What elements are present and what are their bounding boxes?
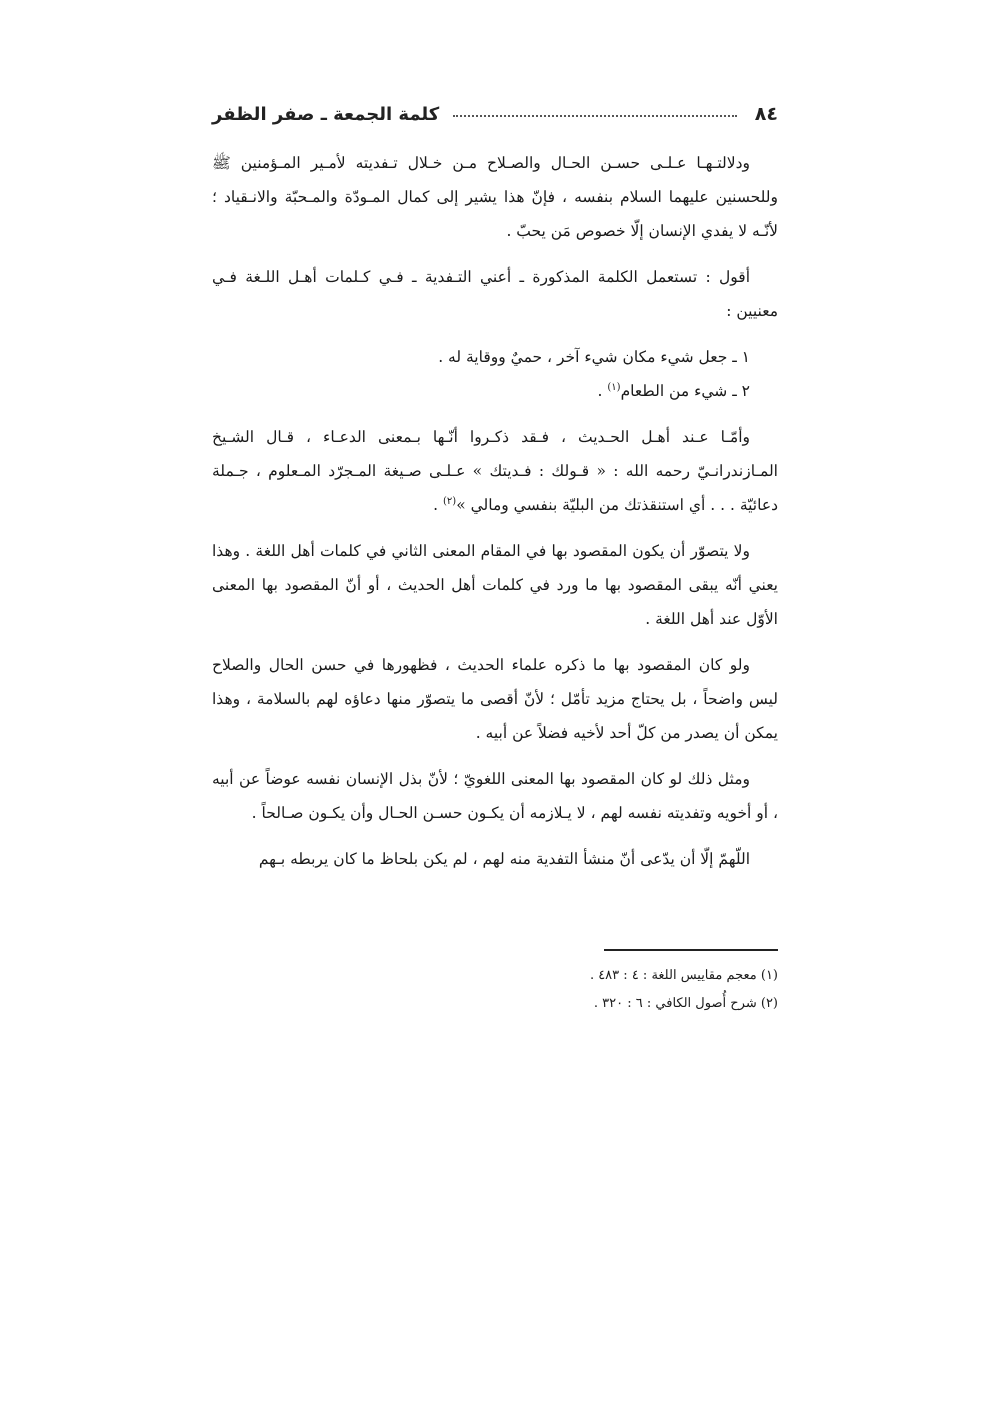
footnote-marker: (١) [760, 968, 778, 983]
header-dotted-leader [453, 115, 737, 117]
footnote-ref[interactable]: (٢) [443, 495, 457, 507]
footnote-text: معجم مقاييس اللغة : ٤ : ٤٨٣ . [589, 968, 757, 983]
paragraph [212, 842, 778, 876]
paragraph: وأمّـا عـند أهـل الحـديث ، فـقد ذكـروا أنّـها بـمعنى الدعـاء ، قـال الشـيخ المـازندرانـيّ رحمه الله : « قـولك : فـديتك » عـلـى صـيغة المـجرّد المـعلوم ، جـملة دعائيّة . . . أي استنقذتك من البليّة بنفسي ومالي »$^{(٢)}$ . [212, 428, 778, 514]
footnote-marker: (٢) [760, 996, 778, 1011]
footnote-separator [604, 949, 778, 951]
list-item [212, 340, 778, 374]
paragraph [212, 146, 778, 248]
paragraph-text: اللّهمّ إلّا أن يدّعى أنّ منشأ التفدية منه لهم ، لم يكن بلحاظ ما كان يربطه بـهم [258, 850, 750, 868]
paragraph [212, 648, 778, 750]
footnotes [212, 962, 778, 1018]
page-number: ٨٤ [754, 103, 778, 125]
paragraph [212, 260, 778, 328]
paragraph-text: ودلالتـهـا عـلـى حسـن الحـال والصـلاح مـن خـلال تـفديته لأمـير المـؤمنين ﷺ وللحسنين عليهما السلام بنفسه ، فإنّ هذا يشير إلى كمال المـودّة والمـحبّة والانـقياد ؛ لأنّـه لا يفدي الإنسان إلّا خصوص مَن يحبّ . [212, 154, 778, 240]
paragraph-text: ولا يتصوّر أن يكون المقصود بها في المقام المعنى الثاني في كلمات أهل اللغة . وهذا يعني أنّه يبقى المقصود بها ما ورد في كلمات أهل الحديث ، أو أنّ المقصود بها المعنى الأوّل عند أهل اللغة . [212, 542, 778, 628]
paragraph [212, 534, 778, 636]
list-item: ٢ ـ شيء من الطعام$^{(١)}$ . [597, 381, 750, 400]
footnote [212, 962, 778, 990]
footnote-text: شرح أُصول الكافي : ٦ : ٣٢٠ . [593, 996, 757, 1011]
footnote-ref[interactable]: (١) [607, 381, 621, 393]
paragraph [212, 762, 778, 830]
paragraph-text: أقول : تستعمل الكلمة المذكورة ـ أعني التـفدية ـ فـي كـلمات أهـل اللـغة فـي معنيين : [212, 268, 778, 320]
footnote [212, 990, 778, 1018]
paragraph-text: وأمّـا عـند أهـل الحـديث ، فـقد ذكـروا أنّـها بـمعنى الدعـاء ، قـال الشـيخ المـازندرانـيّ رحمه الله : « قـولك : فـديتك » عـلـى صـيغة المـجرّد المـعلوم ، جـملة دعائيّة . . . أي استنقذتك من البليّة بنفسي ومالي » [212, 428, 778, 514]
page-header [212, 96, 778, 132]
paragraph-text: ولو كان المقصود بها ما ذكره علماء الحديث ، فظهورها في حسن الحال والصلاح ليس واضحاً ، بل يحتاج مزيد تأمّل ؛ لأنّ أقصى ما يتصوّر منها دعاؤه لهم بالسلامة ، وهذا يمكن أن يصدر من كلّ أحد لأخيه فضلاً عن أبيه . [212, 656, 778, 742]
list-item-text: ١ ـ جعل شيء مكان شيء آخر ، حميٌ ووقاية له . [438, 348, 750, 366]
main-text [212, 146, 778, 888]
list-item-text: ٢ ـ شيء من الطعام [620, 382, 750, 400]
paragraph-text: ومثل ذلك لو كان المقصود بها المعنى اللغويّ ؛ لأنّ بذل الإنسان نفسه عوضاً عن أبيه ، أو أخويه وتفديته نفسه لهم ، لا يـلازمه أن يكـون حسـن الحـال وأن يكـون صـالحاً . [212, 770, 778, 822]
running-title: كلمة الجمعة ـ صفر الظفر [212, 103, 440, 125]
